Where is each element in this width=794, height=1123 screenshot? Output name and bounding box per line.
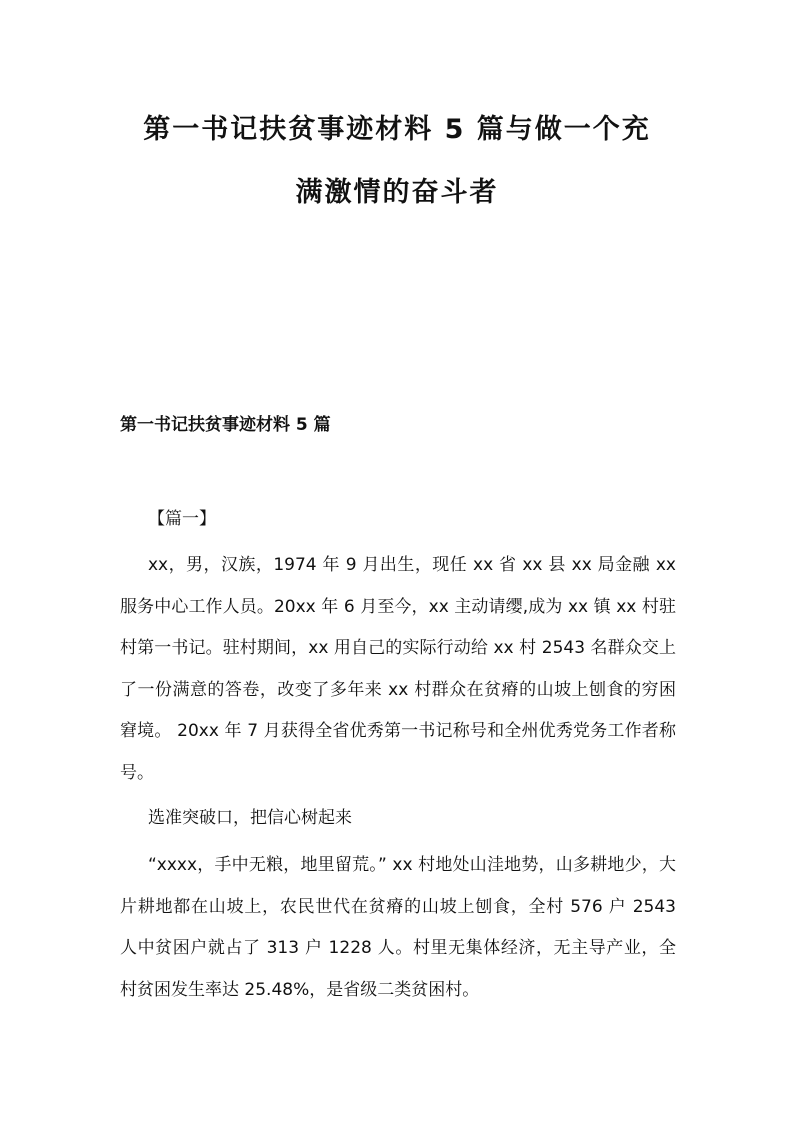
document-title-line-1: 第一书记扶贫事迹材料 5 篇与做一个充: [143, 114, 651, 145]
paragraph-subheading: 选准突破口，把信心树起来: [148, 808, 352, 828]
body-paragraph-2: “xxxx，手中无粮，地里留荒。” xx 村地处山洼地势，山多耕地少，大片耕地都在山坡上，农民世代在贫瘠的山坡上刨食，全村 576 户 2543 人中贫困户就占了 313 户 1228 人。村里无集体经济，无主导产业，全村贫困发生率达 25.48%，是省级二类贫困村。: [120, 855, 676, 1000]
article-label: 【篇一】: [148, 509, 216, 529]
section-heading: 第一书记扶贫事迹材料 5 篇: [120, 415, 331, 435]
body-paragraph-1: xx，男，汉族，1974 年 9 月出生，现任 xx 省 xx 县 xx 局金融 xx 服务中心工作人员。20xx 年 6 月至今，xx 主动请缨,成为 xx 镇 xx 村驻村第一书记。驻村期间，xx 用自己的实际行动给 xx 村 2543 名群众交上了一份满意的答卷，改变了多年来 xx 村群众在贫瘠的山坡上刨食的穷困窘境。 20xx 年 7 月获得全省优秀第一书记称号和全州优秀党务工作者称号。: [120, 555, 676, 783]
document-title-line-2: 满激情的奋斗者: [295, 177, 499, 208]
